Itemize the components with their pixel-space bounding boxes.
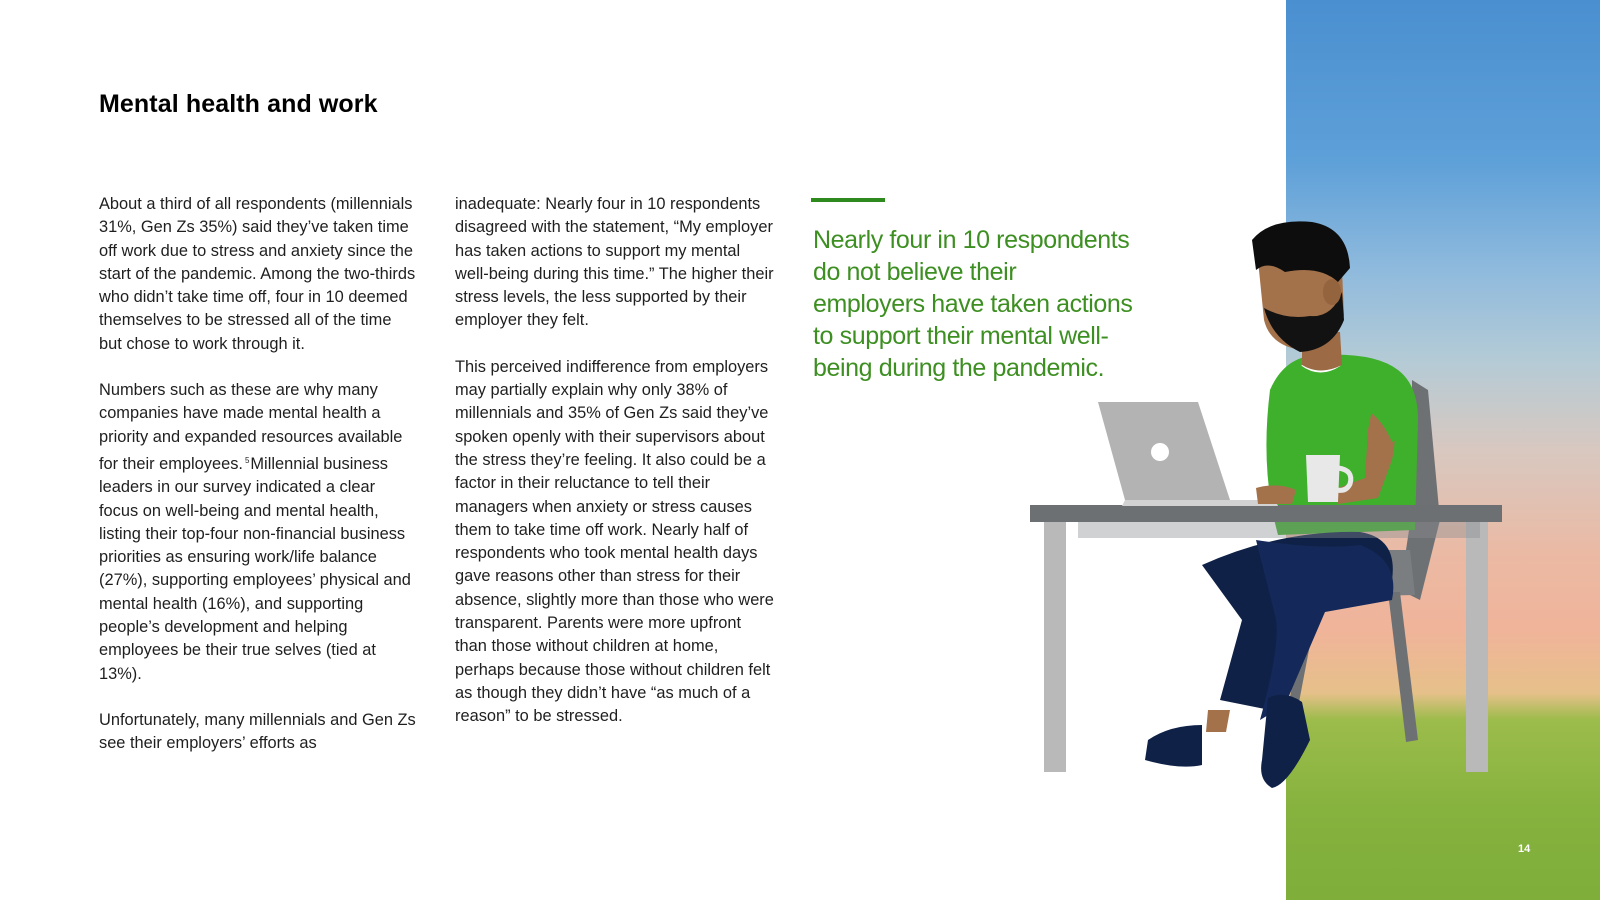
desk-underside [1078, 522, 1480, 538]
page-title: Mental health and work [99, 90, 378, 118]
shoe-left [1145, 725, 1202, 767]
pull-quote-accent-bar [811, 198, 885, 202]
laptop-base [1122, 500, 1278, 506]
apple-logo [1151, 443, 1169, 461]
column1-paragraph-2-text: Numbers such as these are why many companies have made mental health a priority and expanded resources available for their employees. [99, 381, 403, 473]
mug [1306, 455, 1340, 502]
text-column-1 [99, 193, 417, 779]
column1-paragraph-2-continued: Millennial business leaders in our survey indicated a clear focus on well-being and mental health, listing their top-four non-financial business priorities as ensuring work/life balance (27%), supporting employees’ physical and mental health (16%), and supporting people’s development and helping employees be their true selves (tied at 13%). [99, 454, 411, 683]
shoe-right [1261, 695, 1310, 788]
hand [1256, 485, 1296, 504]
chair-leg [1388, 592, 1418, 742]
column1-paragraph-2 [99, 379, 417, 686]
text-column-2 [455, 193, 775, 752]
page-number: 14 [1518, 843, 1531, 855]
person-working-at-laptop-illustration [1020, 220, 1520, 810]
column2-paragraph-1: inadequate: Nearly four in 10 respondents disagreed with the statement, “My employer has taken actions to support my mental well-being during this time.” The higher their stress levels, the less supported by their employer they felt. [455, 195, 774, 330]
column1-paragraph-1: About a third of all respondents (millennials 31%, Gen Zs 35%) said they’ve taken time off work due to stress and anxiety since the start of the pandemic. Among the two-thirds who didn’t take time off, four in 10 deemed themselves to be stressed all of the time but chose to work through it. [99, 195, 416, 353]
desk-leg-right [1466, 522, 1488, 772]
column1-paragraph-3: Unfortunately, many millennials and Gen Zs see their employers’ efforts as [99, 710, 416, 753]
desk-top [1030, 505, 1502, 522]
ankle [1206, 710, 1230, 732]
ear [1323, 279, 1341, 305]
column2-paragraph-2: This perceived indifference from employers may partially explain why only 38% of millennials and 35% of Gen Zs said they’ve spoken openly with their supervisors about the stress they’re feeling. It also could be a factor in their reluctance to tell their managers when anxiety or stress causes them to take time off work. Nearly half of respondents who took mental health days gave reasons other than stress for their absence, slightly more than those who were transparent. Parents were more upfront than those without children at home, perhaps because those without children felt as though they didn’t have “as much of a reason” to be stressed. [455, 357, 774, 726]
desk-leg-left [1044, 522, 1066, 772]
pull-quote: Nearly four in 10 respondents do not believe their employers have taken actions to support their mental well-being during the pandemic. [813, 226, 1133, 382]
footnote-marker: 5 [244, 455, 250, 465]
